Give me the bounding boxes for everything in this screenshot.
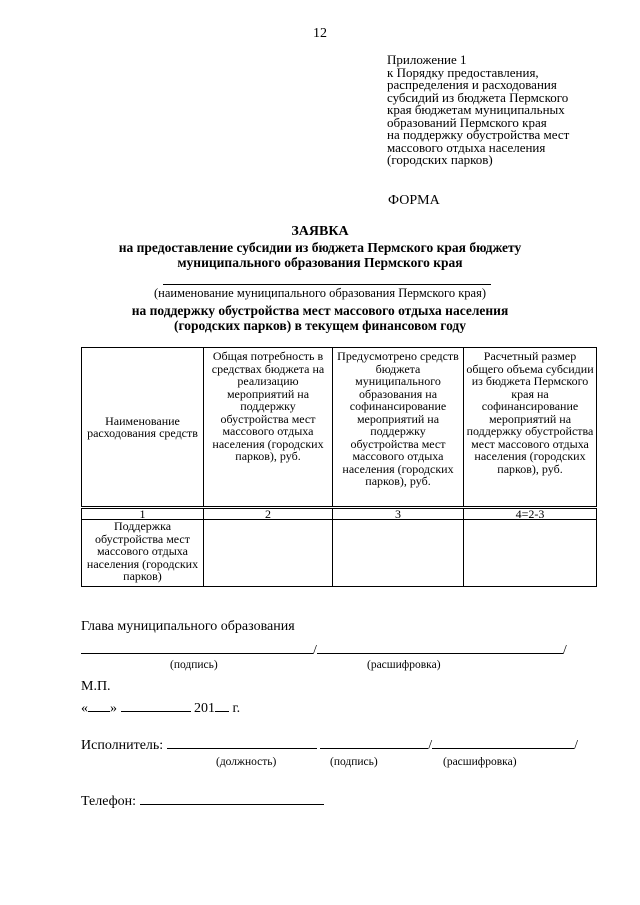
appendix-line: субсидий из бюджета Пермского [387, 89, 569, 105]
decode-caption: (расшифровка) [367, 659, 441, 671]
table-cell[interactable] [464, 520, 597, 587]
executor-position-field[interactable] [167, 736, 317, 749]
stamp-label: М.П. [81, 679, 111, 694]
appendix-line: к Порядку предоставления, [387, 64, 539, 80]
year-suffix: г. [232, 701, 241, 716]
slash-separator: / [428, 738, 433, 753]
table-header: Общая потребность в средствах бюджета на реализацию мероприятий на поддержку обустройства мест массового отдыха населения (городских парков), руб. [204, 348, 333, 508]
appendix-line: образований Пермского края [387, 114, 547, 130]
appendix-line: массового отдыха населения [387, 139, 546, 155]
phone-label: Телефон: [81, 794, 137, 809]
date-row [81, 699, 240, 717]
slash-separator: / [574, 738, 578, 753]
table-header: Расчетный размер общего объема субсидии из бюджета Пермского края на софинансирование мероприятий на поддержку обустройства мест массового отдыха населения (городских парков), руб. [464, 348, 597, 508]
purpose-line: на поддержку обустройства мест массового отдыха населения [131, 303, 509, 318]
table-header: Предусмотрено средств бюджета муниципального образования на софинансирование мероприятий на поддержку обустройства мест массового отдыха населения (городских парков), руб. [333, 348, 464, 508]
page-number: 12 [313, 26, 327, 41]
table-number-row [82, 508, 597, 520]
document-subtitle [0, 240, 640, 270]
appendix-line: (городских парков) [387, 152, 493, 167]
phone-row [81, 792, 324, 810]
table-cell[interactable] [333, 520, 464, 587]
head-signature-field[interactable] [81, 641, 313, 654]
purpose-heading [0, 303, 640, 333]
appendix-line: края бюджетам муниципальных [387, 102, 565, 117]
table-header: Наименование расходования средств [82, 348, 204, 508]
executor-decode-caption: (расшифровка) [443, 756, 517, 768]
subtitle-line: на предоставление субсидии из бюджета Пермского края бюджету [118, 240, 522, 255]
column-number: 3 [333, 508, 464, 520]
head-decode-field[interactable] [317, 641, 563, 654]
phone-field[interactable] [140, 792, 324, 805]
slash-separator: / [313, 643, 317, 658]
date-open-quote: « [81, 701, 88, 716]
appendix-line: Приложение 1 [387, 52, 467, 67]
year-field[interactable] [215, 699, 229, 712]
table-cell: Поддержка обустройства мест массового отдыха населения (городских парков) [82, 520, 204, 587]
position-caption: (должность) [216, 756, 277, 768]
year-prefix: 201 [194, 701, 215, 716]
executor-decode-field[interactable] [432, 736, 574, 749]
column-number: 1 [82, 508, 204, 520]
municipality-name-field[interactable] [163, 284, 491, 285]
application-table [81, 347, 597, 587]
slash-separator: / [562, 643, 567, 658]
executor-sign-caption: (подпись) [330, 756, 378, 768]
sign-caption: (подпись) [170, 659, 218, 671]
date-close-quote: » [110, 701, 117, 716]
executor-label: Исполнитель: [81, 738, 164, 753]
appendix-line: на поддержку обустройства мест [387, 127, 570, 142]
appendix-line: распределения и расходования [387, 77, 557, 92]
form-label: ФОРМА [388, 193, 440, 208]
executor-signature-field[interactable] [320, 736, 428, 749]
table-row [82, 520, 597, 587]
document-title: ЗАЯВКА [291, 224, 349, 239]
table-cell[interactable] [204, 520, 333, 587]
table-header-row [82, 348, 597, 508]
month-field[interactable] [121, 699, 191, 712]
day-field[interactable] [88, 699, 110, 712]
subtitle-line: муниципального образования Пермского края [177, 255, 463, 270]
column-number: 4=2-3 [464, 508, 597, 520]
head-signature-row [81, 641, 567, 659]
purpose-line: (городских парков) в текущем финансовом году [173, 318, 467, 333]
head-label: Глава муниципального образования [81, 619, 295, 634]
column-number: 2 [204, 508, 333, 520]
executor-row [81, 736, 578, 754]
municipality-caption: (наименование муниципального образования Пермского края) [154, 286, 486, 300]
appendix-note [387, 54, 569, 167]
